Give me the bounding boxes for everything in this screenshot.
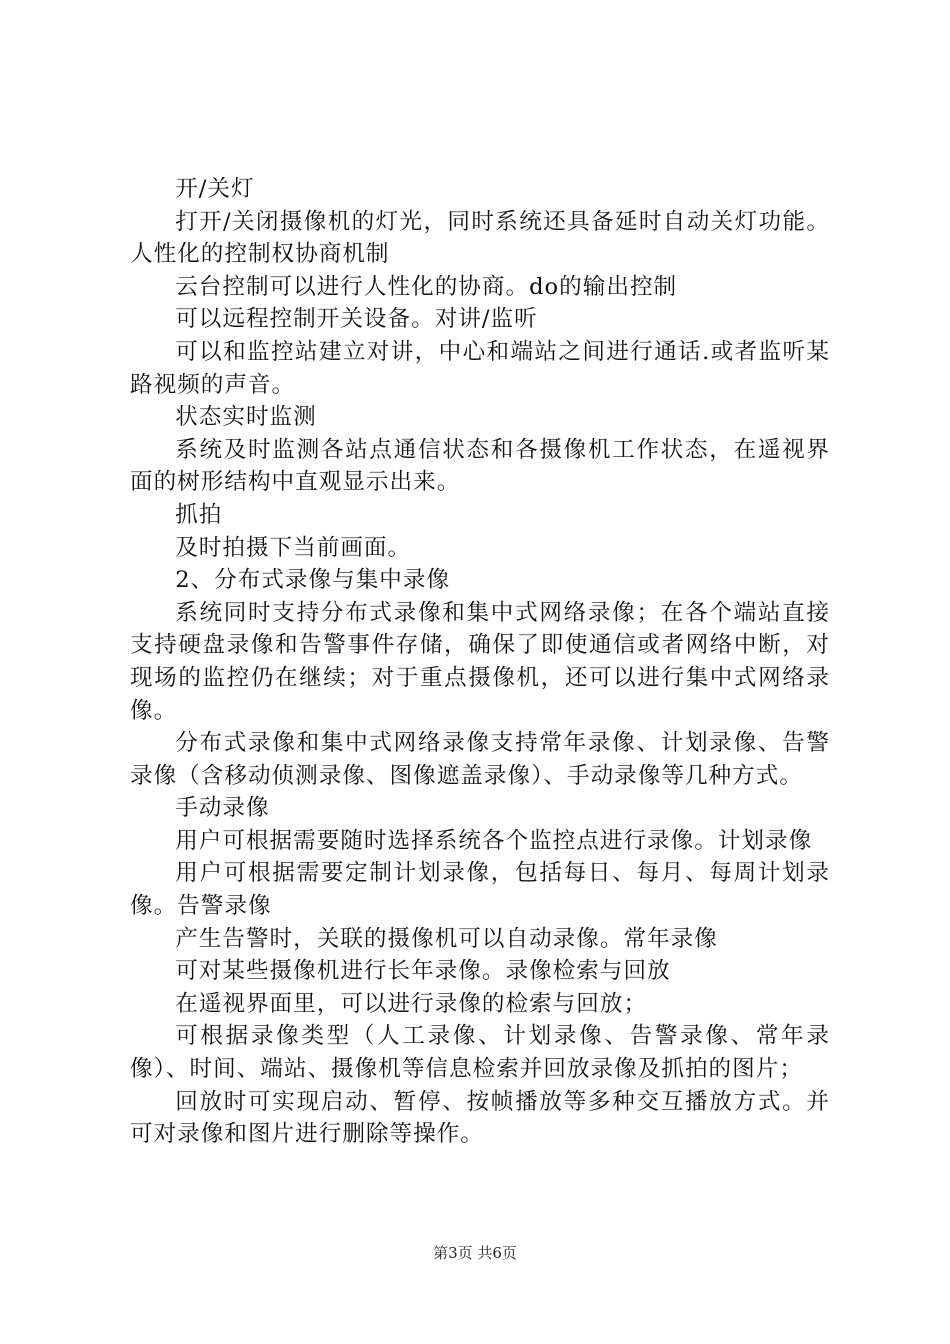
paragraph-recording-overview: 系统同时支持分布式录像和集中式网络录像；在各个端站直接支持硬盘录像和告警事件存储，确保了即使通信或者网络中断，对现场的监控仍在继续；对于重点摄像机，还可以进行集中式网络录像。 [130,599,830,724]
paragraph-alarm-recording-desc: 产生告警时，关联的摄像机可以自动录像。常年录像 [175,925,718,952]
paragraph-playback-search: 可根据录像类型（人工录像、计划录像、告警录像、常年录像）、时间、端站、摄像机等信息检索并回放录像及抓拍的图片； [130,1023,830,1083]
paragraph-ptz-control: 云台控制可以进行人性化的协商。do的输出控制 [175,273,678,300]
paragraph-intercom-desc: 可以和监控站建立对讲，中心和端站之间进行通话.或者监听某路视频的声音。 [130,338,830,398]
paragraph-light-toggle-desc: 打开/关闭摄像机的灯光，同时系统还具备延时自动关灯功能。人性化的控制权协商机制 [130,208,830,268]
paragraph-playback-intro: 在遥视界面里，可以进行录像的检索与回放； [175,990,648,1017]
paragraph-status-monitor-heading: 状态实时监测 [175,404,317,431]
paragraph-remote-switch: 可以远程控制开关设备。对讲/监听 [175,306,538,333]
page-number-footer: 第3页 共6页 [433,1244,517,1262]
paragraph-manual-recording-desc: 用户可根据需要随时选择系统各个监控点进行录像。计划录像 [175,827,813,854]
paragraph-recording-modes: 分布式录像和集中式网络录像支持常年录像、计划录像、告警录像（含移动侦测录像、图像遮盖录像）、手动录像等几种方式。 [130,730,830,789]
paragraph-status-monitor-desc: 系统及时监测各站点通信状态和各摄像机工作状态，在遥视界面的树形结构中直观显示出来。 [130,436,830,496]
document-body [130,173,830,1151]
paragraph-snapshot-desc: 及时拍摄下当前画面。 [175,534,412,561]
paragraph-recording-section-heading: 2、分布式录像与集中录像 [175,567,451,594]
paragraph-snapshot-heading: 抓拍 [175,501,223,528]
paragraph-playback-controls: 回放时可实现启动、暂停、按帧播放等多种交互播放方式。并可对录像和图片进行删除等操作。 [130,1088,830,1148]
paragraph-manual-recording-heading: 手动录像 [175,795,270,822]
paragraph-scheduled-recording-desc: 用户可根据需要定制计划录像，包括每日、每月、每周计划录像。告警录像 [130,860,830,920]
paragraph-light-toggle-heading: 开/关灯 [175,176,255,202]
paragraph-continuous-recording-desc: 可对某些摄像机进行长年录像。录像检索与回放 [175,958,671,985]
